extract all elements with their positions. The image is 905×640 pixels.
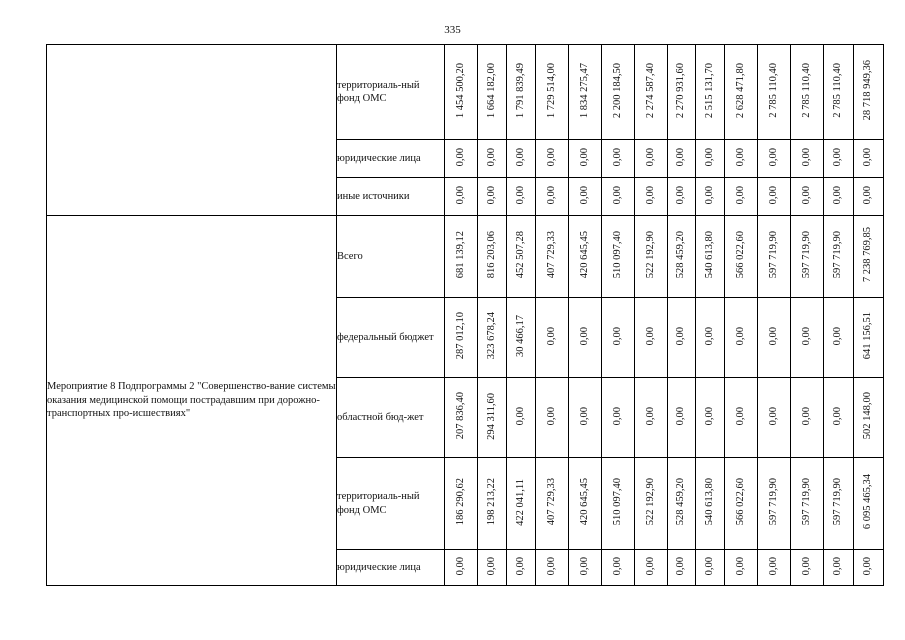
value-text: 641 156,51 xyxy=(862,312,874,360)
value-cell xyxy=(824,550,854,586)
value-text: 0,00 xyxy=(800,185,812,205)
value-text: 0,00 xyxy=(675,326,687,346)
value-cell xyxy=(696,550,725,586)
value-cell xyxy=(668,178,696,216)
value-text: 0,00 xyxy=(514,406,526,426)
value-cell xyxy=(725,45,758,140)
value-cell xyxy=(635,298,668,378)
value-cell xyxy=(478,216,507,298)
value-cell xyxy=(696,45,725,140)
value-cell xyxy=(696,216,725,298)
funding-source: юридические лица xyxy=(337,550,445,586)
value-text: 0,00 xyxy=(485,185,497,205)
value-cell xyxy=(854,216,884,298)
budget-table-body xyxy=(47,45,884,586)
value-text: 0,00 xyxy=(862,147,874,167)
value-cell xyxy=(824,140,854,178)
value-text: 7 238 769,85 xyxy=(862,227,874,283)
value-cell xyxy=(854,550,884,586)
value-cell xyxy=(445,216,478,298)
value-cell xyxy=(824,178,854,216)
value-cell xyxy=(791,298,824,378)
value-text: 6 095 465,34 xyxy=(862,474,874,530)
value-cell xyxy=(602,45,635,140)
value-text: 0,00 xyxy=(514,147,526,167)
value-cell xyxy=(696,140,725,178)
value-text: 198 213,22 xyxy=(485,478,497,526)
value-cell xyxy=(854,298,884,378)
value-cell xyxy=(824,216,854,298)
value-cell xyxy=(569,216,602,298)
value-text: 510 097,40 xyxy=(611,231,623,279)
value-text: 0,00 xyxy=(734,185,746,205)
value-cell xyxy=(507,550,536,586)
value-text: 0,00 xyxy=(734,406,746,426)
value-cell xyxy=(668,550,696,586)
value-cell xyxy=(635,140,668,178)
value-text: 0,00 xyxy=(767,406,779,426)
value-cell xyxy=(536,378,569,458)
value-text: 597 719,90 xyxy=(800,478,812,526)
value-cell xyxy=(478,140,507,178)
value-text: 528 459,20 xyxy=(675,478,687,526)
value-text: 0,00 xyxy=(703,406,715,426)
value-text: 1 791 839,49 xyxy=(514,62,526,119)
value-cell xyxy=(602,140,635,178)
value-text: 0,00 xyxy=(611,147,623,167)
value-cell xyxy=(507,45,536,140)
value-cell xyxy=(536,458,569,550)
value-text: 0,00 xyxy=(734,326,746,346)
value-text: 1 729 514,00 xyxy=(545,62,557,119)
value-text: 0,00 xyxy=(611,185,623,205)
value-text: 287 012,10 xyxy=(454,312,466,360)
value-text: 0,00 xyxy=(485,556,497,576)
value-text: 528 459,20 xyxy=(675,231,687,279)
value-cell xyxy=(854,178,884,216)
value-cell xyxy=(791,216,824,298)
value-text: 1 664 182,00 xyxy=(485,62,497,119)
value-text: 0,00 xyxy=(578,406,590,426)
value-cell xyxy=(696,298,725,378)
value-cell xyxy=(758,298,791,378)
value-cell xyxy=(725,140,758,178)
value-text: 0,00 xyxy=(578,556,590,576)
value-text: 407 729,33 xyxy=(545,231,557,279)
value-cell xyxy=(696,378,725,458)
value-cell xyxy=(668,45,696,140)
value-cell xyxy=(569,550,602,586)
value-cell xyxy=(725,178,758,216)
value-text: 502 148,00 xyxy=(862,392,874,440)
value-cell xyxy=(478,550,507,586)
value-text: 816 203,06 xyxy=(485,231,497,279)
value-text: 0,00 xyxy=(644,406,656,426)
value-text: 2 785 110,40 xyxy=(800,63,812,118)
value-cell xyxy=(824,378,854,458)
value-cell xyxy=(445,140,478,178)
value-text: 0,00 xyxy=(644,326,656,346)
value-cell xyxy=(758,458,791,550)
value-text: 0,00 xyxy=(832,406,844,426)
value-text: 0,00 xyxy=(485,147,497,167)
value-text: 323 678,24 xyxy=(485,312,497,360)
value-text: 540 613,80 xyxy=(703,231,715,279)
value-text: 207 836,40 xyxy=(454,392,466,440)
value-cell xyxy=(445,45,478,140)
value-cell xyxy=(602,216,635,298)
value-cell xyxy=(569,378,602,458)
value-cell xyxy=(791,178,824,216)
value-cell xyxy=(791,140,824,178)
table-row xyxy=(47,45,884,140)
value-cell xyxy=(758,378,791,458)
value-cell xyxy=(854,378,884,458)
value-text: 0,00 xyxy=(767,147,779,167)
value-text: 2 200 184,50 xyxy=(611,62,623,119)
value-cell xyxy=(569,178,602,216)
value-text: 294 311,60 xyxy=(485,392,497,440)
value-text: 0,00 xyxy=(734,147,746,167)
value-text: 0,00 xyxy=(644,556,656,576)
value-text: 0,00 xyxy=(832,326,844,346)
value-text: 0,00 xyxy=(800,147,812,167)
value-text: 0,00 xyxy=(578,326,590,346)
value-text: 597 719,90 xyxy=(767,478,779,526)
value-text: 566 022,60 xyxy=(734,231,746,279)
value-text: 0,00 xyxy=(734,556,746,576)
table-row xyxy=(47,216,884,298)
value-text: 1 834 275,47 xyxy=(578,62,590,119)
value-text: 30 466,17 xyxy=(514,315,526,357)
value-text: 0,00 xyxy=(514,185,526,205)
value-cell xyxy=(602,458,635,550)
value-text: 681 139,12 xyxy=(454,231,466,279)
value-text: 597 719,90 xyxy=(832,231,844,279)
value-text: 0,00 xyxy=(454,147,466,167)
value-text: 420 645,45 xyxy=(578,231,590,279)
value-cell xyxy=(758,216,791,298)
previous-activity-cell xyxy=(47,45,337,216)
value-cell xyxy=(854,140,884,178)
value-cell xyxy=(569,45,602,140)
value-text: 0,00 xyxy=(675,406,687,426)
value-cell xyxy=(668,378,696,458)
value-cell xyxy=(791,458,824,550)
funding-source: юридические лица xyxy=(337,140,445,178)
value-text: 0,00 xyxy=(767,556,779,576)
value-cell xyxy=(635,458,668,550)
value-cell xyxy=(536,298,569,378)
value-text: 0,00 xyxy=(862,556,874,576)
value-text: 0,00 xyxy=(800,326,812,346)
value-text: 1 454 500,20 xyxy=(454,62,466,119)
funding-source: федеральный бюджет xyxy=(337,298,445,378)
activity-name: Мероприятие 8 Подпрограммы 2 "Совершенство-вание системы оказания медицинской помощи пострадавшим при дорожно-транспортных про-исшествиях" xyxy=(47,216,337,586)
value-text: 0,00 xyxy=(545,406,557,426)
value-cell xyxy=(602,378,635,458)
value-text: 566 022,60 xyxy=(734,478,746,526)
value-text: 0,00 xyxy=(703,326,715,346)
value-text: 522 192,90 xyxy=(644,231,656,279)
value-cell xyxy=(668,298,696,378)
value-text: 0,00 xyxy=(545,147,557,167)
value-cell xyxy=(635,550,668,586)
value-cell xyxy=(507,178,536,216)
value-text: 0,00 xyxy=(675,147,687,167)
value-cell xyxy=(507,216,536,298)
value-cell xyxy=(635,45,668,140)
value-cell xyxy=(668,458,696,550)
value-cell xyxy=(854,45,884,140)
value-text: 0,00 xyxy=(800,556,812,576)
value-text: 186 290,62 xyxy=(454,478,466,526)
value-cell xyxy=(569,298,602,378)
value-text: 0,00 xyxy=(832,185,844,205)
value-text: 0,00 xyxy=(800,406,812,426)
value-text: 0,00 xyxy=(514,556,526,576)
value-cell xyxy=(536,178,569,216)
value-cell xyxy=(602,550,635,586)
value-cell xyxy=(824,298,854,378)
value-cell xyxy=(758,550,791,586)
value-cell xyxy=(536,550,569,586)
value-text: 2 628 471,80 xyxy=(734,62,746,119)
value-text: 510 097,40 xyxy=(611,478,623,526)
value-text: 0,00 xyxy=(832,147,844,167)
value-cell xyxy=(635,378,668,458)
value-text: 0,00 xyxy=(454,556,466,576)
value-cell xyxy=(569,458,602,550)
value-text: 0,00 xyxy=(703,147,715,167)
value-cell xyxy=(824,458,854,550)
value-cell xyxy=(725,458,758,550)
value-text: 0,00 xyxy=(454,185,466,205)
value-text: 2 785 110,40 xyxy=(832,63,844,118)
value-cell xyxy=(668,216,696,298)
value-cell xyxy=(445,378,478,458)
value-cell xyxy=(478,458,507,550)
value-text: 0,00 xyxy=(644,185,656,205)
value-text: 2 274 587,40 xyxy=(644,62,656,119)
value-cell xyxy=(725,298,758,378)
value-text: 0,00 xyxy=(644,147,656,167)
value-cell xyxy=(758,140,791,178)
value-cell xyxy=(602,298,635,378)
value-text: 0,00 xyxy=(578,185,590,205)
funding-source: иные источники xyxy=(337,178,445,216)
value-text: 420 645,45 xyxy=(578,478,590,526)
budget-table xyxy=(46,44,884,586)
value-cell xyxy=(507,458,536,550)
value-cell xyxy=(569,140,602,178)
value-cell xyxy=(445,550,478,586)
value-cell xyxy=(725,216,758,298)
value-text: 522 192,90 xyxy=(644,478,656,526)
value-cell xyxy=(854,458,884,550)
value-cell xyxy=(725,550,758,586)
value-cell xyxy=(635,178,668,216)
value-cell xyxy=(507,298,536,378)
value-cell xyxy=(536,45,569,140)
value-cell xyxy=(758,45,791,140)
funding-source: областной бюд-жет xyxy=(337,378,445,458)
value-text: 2 515 131,70 xyxy=(703,62,715,119)
value-text: 407 729,33 xyxy=(545,478,557,526)
value-cell xyxy=(602,178,635,216)
value-cell xyxy=(478,45,507,140)
funding-source: Всего xyxy=(337,216,445,298)
value-text: 0,00 xyxy=(611,406,623,426)
value-text: 0,00 xyxy=(862,185,874,205)
value-cell xyxy=(478,178,507,216)
value-cell xyxy=(725,378,758,458)
value-text: 2 785 110,40 xyxy=(767,63,779,118)
value-text: 0,00 xyxy=(703,185,715,205)
value-text: 597 719,90 xyxy=(800,231,812,279)
value-text: 0,00 xyxy=(545,556,557,576)
value-cell xyxy=(791,550,824,586)
value-text: 2 270 931,60 xyxy=(675,62,687,119)
value-text: 0,00 xyxy=(675,556,687,576)
value-cell xyxy=(445,298,478,378)
value-cell xyxy=(536,140,569,178)
value-cell xyxy=(536,216,569,298)
value-text: 0,00 xyxy=(545,326,557,346)
value-cell xyxy=(758,178,791,216)
value-cell xyxy=(824,45,854,140)
value-cell xyxy=(696,458,725,550)
value-text: 540 613,80 xyxy=(703,478,715,526)
value-cell xyxy=(696,178,725,216)
value-text: 0,00 xyxy=(611,556,623,576)
value-cell xyxy=(507,378,536,458)
funding-source: территориаль-ный фонд ОМС xyxy=(337,458,445,550)
value-text: 0,00 xyxy=(611,326,623,346)
value-cell xyxy=(478,378,507,458)
value-text: 0,00 xyxy=(832,556,844,576)
value-text: 452 507,28 xyxy=(514,231,526,279)
value-text: 0,00 xyxy=(578,147,590,167)
value-text: 597 719,90 xyxy=(767,231,779,279)
value-text: 0,00 xyxy=(675,185,687,205)
value-text: 597 719,90 xyxy=(832,478,844,526)
value-cell xyxy=(507,140,536,178)
value-text: 28 718 949,36 xyxy=(862,60,874,121)
value-cell xyxy=(635,216,668,298)
value-cell xyxy=(478,298,507,378)
value-cell xyxy=(668,140,696,178)
value-text: 0,00 xyxy=(545,185,557,205)
value-cell xyxy=(445,178,478,216)
value-text: 0,00 xyxy=(767,185,779,205)
value-cell xyxy=(791,378,824,458)
value-text: 422 041,11 xyxy=(514,478,526,526)
value-text: 0,00 xyxy=(703,556,715,576)
value-cell xyxy=(791,45,824,140)
page-number: 335 xyxy=(444,24,461,36)
funding-source: территориаль-ный фонд ОМС xyxy=(337,45,445,140)
value-text: 0,00 xyxy=(767,326,779,346)
value-cell xyxy=(445,458,478,550)
